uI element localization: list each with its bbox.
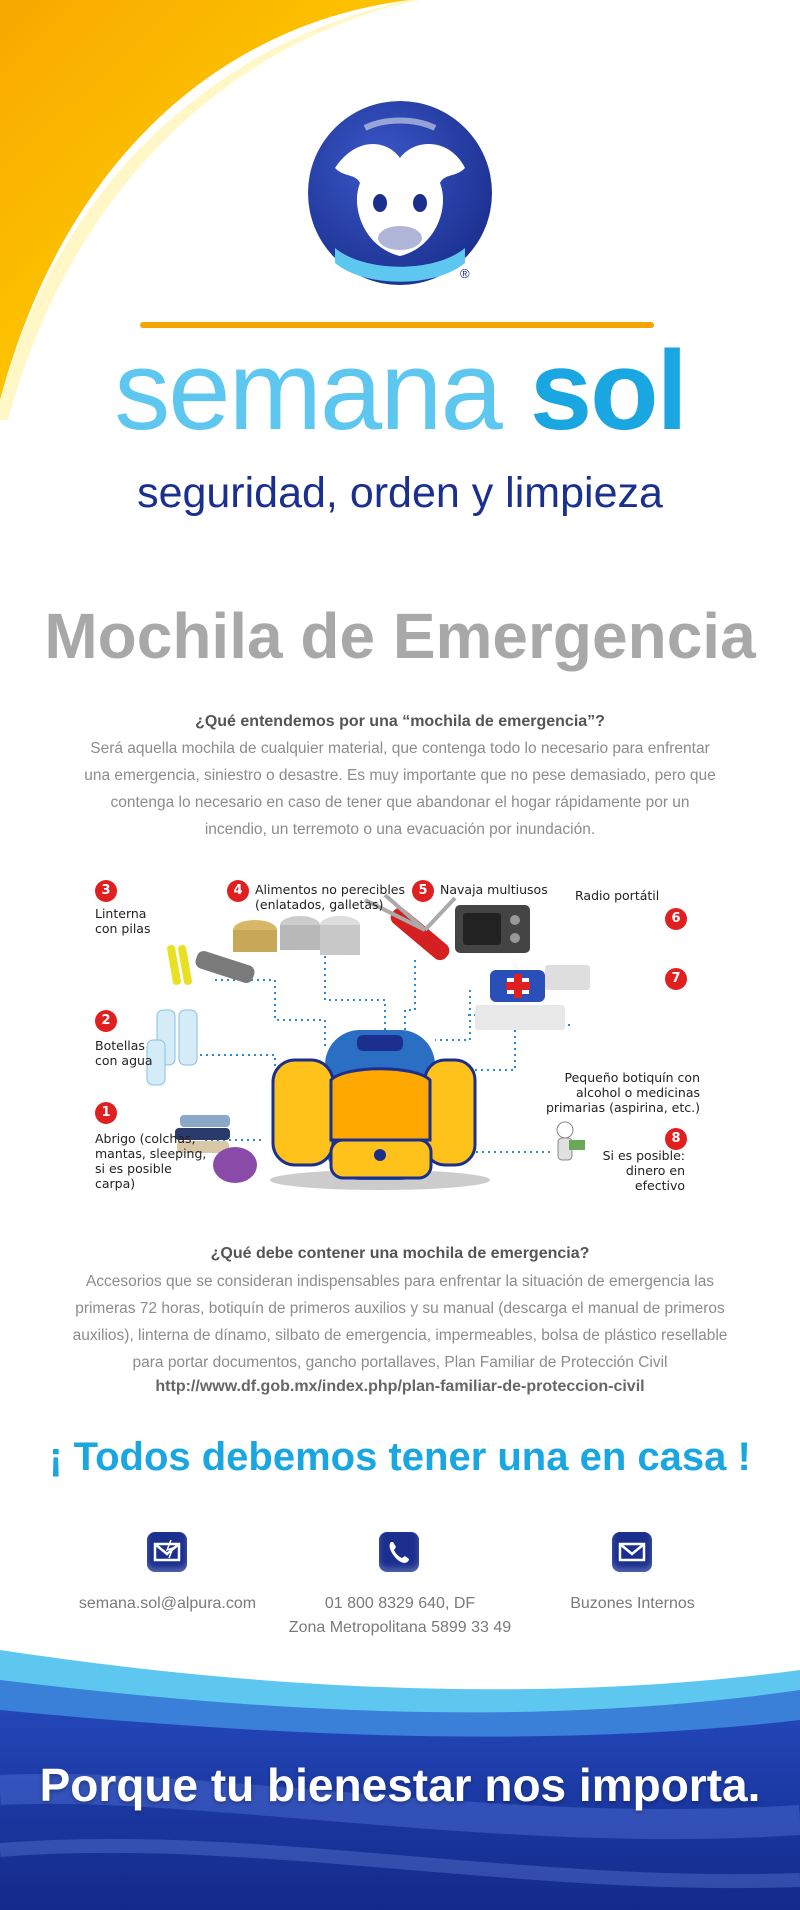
contact-phone-line2: Zona Metropolitana 5899 33 49 (288, 1619, 512, 1636)
brand-bold: sol (529, 328, 686, 453)
backpack-illustration (270, 1030, 490, 1190)
mailbox-icon[interactable] (612, 1532, 652, 1572)
registered-mark: ® (460, 266, 470, 281)
item-4-label: Alimentos no perecibles (enlatados, galletas) (255, 882, 405, 912)
section1-question: ¿Qué entendemos por una “mochila de emergencia”? (195, 713, 605, 730)
item-1-label: Abrigo (colchas, mantas, sleeping, si es posible carpa) (95, 1131, 207, 1191)
plan-url-link[interactable]: http://www.df.gob.mx/index.php/plan-familiar-de-proteccion-civil (155, 1378, 645, 1395)
item-2-number: 2 (95, 1010, 117, 1032)
contact-mailbox: Buzones Internos (570, 1595, 695, 1612)
item-3-number: 3 (95, 880, 117, 902)
item-2-label: Botellas con agua (95, 1038, 153, 1068)
item-8-label: Si es posible: dinero en efectivo (602, 1148, 685, 1193)
backpack-infographic (95, 870, 705, 1200)
email-icon[interactable] (147, 1532, 187, 1572)
item-1-number: 1 (95, 1102, 117, 1124)
item-7-label: Pequeño botiquín con alcohol o medicinas primarias (aspirina, etc.) (545, 1070, 700, 1115)
item-6-label: Radio portátil (575, 888, 660, 903)
call-to-action: ¡ Todos debemos tener una en casa ! (49, 1435, 751, 1479)
phone-icon[interactable] (379, 1532, 419, 1572)
item-6-number: 6 (665, 908, 687, 930)
item-5-number: 5 (412, 880, 434, 902)
brand-tagline: seguridad, orden y limpieza (137, 469, 663, 517)
contact-email[interactable]: semana.sol@alpura.com (78, 1595, 257, 1612)
brand-light: semana (114, 328, 530, 453)
footer-slogan: Porque tu bienestar nos importa. (39, 1759, 761, 1811)
contact-phone-line1: 01 800 8329 640, DF (324, 1595, 476, 1612)
cow-logo (305, 98, 495, 288)
page-title: Mochila de Emergencia (44, 600, 756, 672)
item-8-number: 8 (665, 1128, 687, 1150)
section2-body: Accesorios que se consideran indispensables para enfrentar la situación de emergencia las primeras 72 horas, botiquín de primeros auxilios y su manual (descarga el manual de primeros auxilios), linterna de dínamo, silbato de emergencia, impermeables, bolsa de plástico resellable para portar documentos, gancho portallaves, Plan Familiar de Protección Civil (72, 1273, 728, 1371)
section2-question: ¿Qué debe contener una mochila de emergencia? (210, 1245, 590, 1262)
item-7-number: 7 (665, 968, 687, 990)
item-3-label: Linterna con pilas (95, 906, 151, 936)
brand-wordmark (0, 328, 800, 454)
item-4-number: 4 (227, 880, 249, 902)
item-5-label: Navaja multiusos (440, 882, 548, 897)
section1-body: Será aquella mochila de cualquier material, que contenga todo lo necesario para enfrentar una emergencia, siniestro o desastre. Es muy importante que no pese demasiado, pero que contenga lo necesario en caso de tener que abandonar el hogar rápidamente por un incendio, un terremoto o una evacuación por inundación. (84, 740, 716, 838)
